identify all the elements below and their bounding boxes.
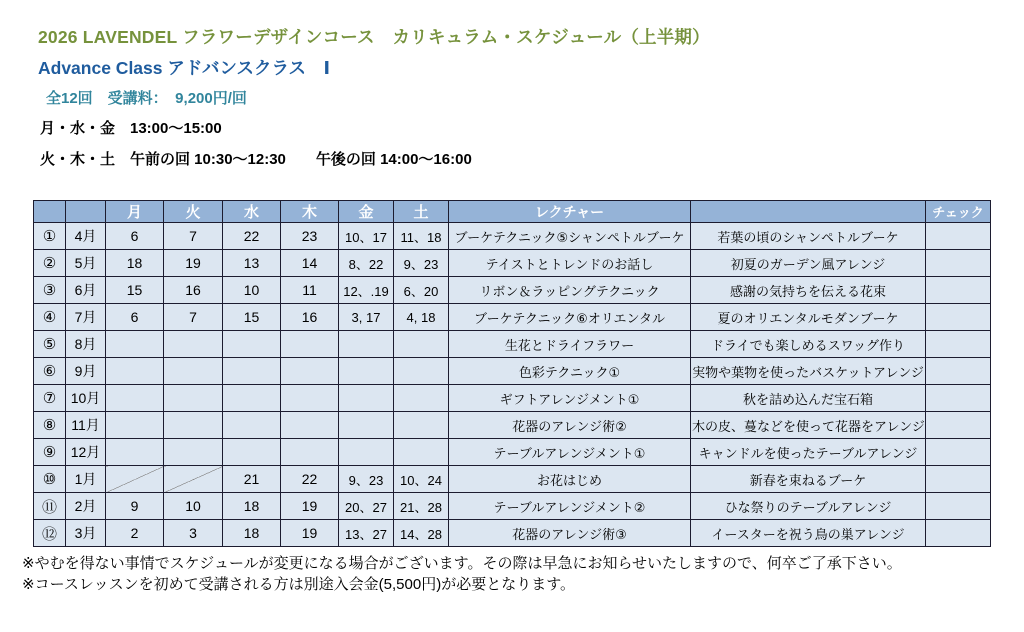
cell-tue	[164, 412, 223, 439]
table-row	[34, 250, 991, 277]
cell-sat: 11、18	[394, 223, 449, 250]
cell-lecture: 花器のアレンジ術③	[449, 520, 691, 547]
table-body	[34, 223, 991, 547]
table-row	[34, 277, 991, 304]
class-name: Advance Class アドバンスクラス Ⅰ	[38, 58, 330, 78]
cell-tue: 10	[164, 493, 223, 520]
cell-tue	[164, 358, 223, 385]
cell-row-number: ⑨	[34, 439, 66, 466]
cell-wed: 18	[223, 520, 281, 547]
cell-sat: 9、23	[394, 250, 449, 277]
cell-fri: 12、.19	[339, 277, 394, 304]
cell-thu: 19	[281, 520, 339, 547]
table-row	[34, 304, 991, 331]
cell-sat	[394, 358, 449, 385]
cell-wed: 15	[223, 304, 281, 331]
cell-fri: 10、17	[339, 223, 394, 250]
table-row	[34, 358, 991, 385]
cell-mon	[106, 439, 164, 466]
cell-lecture: テイストとトレンドのお話し	[449, 250, 691, 277]
cell-row-number: ⑫	[34, 520, 66, 547]
cell-fri: 8、22	[339, 250, 394, 277]
cell-wed: 21	[223, 466, 281, 493]
cell-sat	[394, 385, 449, 412]
cell-thu: 19	[281, 493, 339, 520]
cell-tue: 19	[164, 250, 223, 277]
cell-row-number: ②	[34, 250, 66, 277]
schedule-time-tts: 火・木・土 午前の回 10:30～12:30 午後の回 14:00～16:00	[40, 151, 472, 168]
cell-tue	[164, 385, 223, 412]
cell-check	[926, 439, 991, 466]
cell-theme: 若葉の頃のシャンペトルブーケ	[691, 223, 926, 250]
cell-fri: 13、27	[339, 520, 394, 547]
cell-thu	[281, 412, 339, 439]
cell-theme: 木の皮、蔓などを使って花器をアレンジ	[691, 412, 926, 439]
page-title: 2026 LAVENDEL フラワーデザインコース カリキュラム・スケジュール（上半期）	[38, 27, 710, 47]
cell-month: 10月	[66, 385, 106, 412]
cell-wed	[223, 385, 281, 412]
cell-theme: 初夏のガーデン風アレンジ	[691, 250, 926, 277]
cell-month: 5月	[66, 250, 106, 277]
cell-row-number: ⑪	[34, 493, 66, 520]
cell-thu	[281, 331, 339, 358]
cell-lecture: ブーケテクニック⑥オリエンタル	[449, 304, 691, 331]
cell-fri: 9、23	[339, 466, 394, 493]
cell-sat	[394, 331, 449, 358]
cell-row-number: ⑤	[34, 331, 66, 358]
header-lecture: レクチャー	[449, 201, 691, 223]
cell-sat: 21、28	[394, 493, 449, 520]
cell-theme: ひな祭りのテーブルアレンジ	[691, 493, 926, 520]
header-tue: 火	[164, 201, 223, 223]
cell-check	[926, 493, 991, 520]
cell-month: 6月	[66, 277, 106, 304]
cell-lecture: 生花とドライフラワー	[449, 331, 691, 358]
cell-row-number: ⑦	[34, 385, 66, 412]
header-month	[66, 201, 106, 223]
cell-theme: 夏のオリエンタルモダンブーケ	[691, 304, 926, 331]
cell-row-number: ④	[34, 304, 66, 331]
cell-fri	[339, 385, 394, 412]
table-row	[34, 331, 991, 358]
cell-tue	[164, 331, 223, 358]
cell-check	[926, 412, 991, 439]
cell-lecture: 色彩テクニック①	[449, 358, 691, 385]
cell-theme: イースターを祝う鳥の巣アレンジ	[691, 520, 926, 547]
cell-tue: 7	[164, 304, 223, 331]
cell-theme: 秋を詰め込んだ宝石箱	[691, 385, 926, 412]
cell-mon	[106, 385, 164, 412]
cell-sat: 4, 18	[394, 304, 449, 331]
cell-month: 9月	[66, 358, 106, 385]
cell-thu: 11	[281, 277, 339, 304]
header-theme	[691, 201, 926, 223]
cell-wed	[223, 439, 281, 466]
cell-theme: キャンドルを使ったテーブルアレンジ	[691, 439, 926, 466]
table-row	[34, 412, 991, 439]
cell-month: 8月	[66, 331, 106, 358]
cell-fri: 3, 17	[339, 304, 394, 331]
cell-thu: 16	[281, 304, 339, 331]
cell-lecture: テーブルアレンジメント②	[449, 493, 691, 520]
cell-tue: 16	[164, 277, 223, 304]
cell-theme: 実物や葉物を使ったバスケットアレンジ	[691, 358, 926, 385]
table-row	[34, 223, 991, 250]
cell-check	[926, 331, 991, 358]
cell-check	[926, 277, 991, 304]
cell-mon: 6	[106, 223, 164, 250]
cell-check	[926, 304, 991, 331]
cell-mon	[106, 331, 164, 358]
schedule-time-mwf: 月・水・金 13:00～15:00	[40, 120, 222, 137]
footer-notes	[22, 553, 1024, 595]
cell-mon: 15	[106, 277, 164, 304]
cell-thu	[281, 439, 339, 466]
cell-wed	[223, 412, 281, 439]
cell-fri: 20、27	[339, 493, 394, 520]
header-row-number	[34, 201, 66, 223]
cell-row-number: ①	[34, 223, 66, 250]
cell-mon	[106, 358, 164, 385]
cell-sat: 10、24	[394, 466, 449, 493]
cell-lecture: ギフトアレンジメント①	[449, 385, 691, 412]
cell-mon	[106, 412, 164, 439]
cell-check	[926, 250, 991, 277]
cell-fri	[339, 412, 394, 439]
cell-theme: 感謝の気持ちを伝える花束	[691, 277, 926, 304]
cell-row-number: ③	[34, 277, 66, 304]
cell-wed: 22	[223, 223, 281, 250]
cell-fri	[339, 358, 394, 385]
cell-lecture: ブーケテクニック⑤シャンペトルブーケ	[449, 223, 691, 250]
cell-fri	[339, 331, 394, 358]
cell-check	[926, 385, 991, 412]
cell-lecture: 花器のアレンジ術②	[449, 412, 691, 439]
cell-sat	[394, 439, 449, 466]
course-fee-info: 全12回 受講料： 9,200円/回	[46, 90, 247, 107]
cell-month: 1月	[66, 466, 106, 493]
cell-month: 12月	[66, 439, 106, 466]
cell-check	[926, 466, 991, 493]
cell-month: 4月	[66, 223, 106, 250]
cell-month: 2月	[66, 493, 106, 520]
header-wed: 水	[223, 201, 281, 223]
cell-thu	[281, 385, 339, 412]
cell-tue	[164, 439, 223, 466]
cell-month: 3月	[66, 520, 106, 547]
cell-thu	[281, 358, 339, 385]
table-row	[34, 439, 991, 466]
cell-lecture: テーブルアレンジメント①	[449, 439, 691, 466]
cell-theme: 新春を束ねるブーケ	[691, 466, 926, 493]
header-thu: 木	[281, 201, 339, 223]
cell-mon: 9	[106, 493, 164, 520]
cell-row-number: ⑥	[34, 358, 66, 385]
cell-mon	[106, 466, 164, 493]
table-header-row	[34, 201, 991, 223]
cell-check	[926, 223, 991, 250]
cell-mon: 6	[106, 304, 164, 331]
cell-thu: 14	[281, 250, 339, 277]
cell-sat	[394, 412, 449, 439]
cell-theme: ドライでも楽しめるスワッグ作り	[691, 331, 926, 358]
note-schedule-change: ※やむを得ない事情でスケジュールが変更になる場合がございます。その際は早急にお知らせいたしますので、何卒ご了承下さい。	[22, 555, 902, 572]
cell-wed	[223, 358, 281, 385]
cell-mon: 2	[106, 520, 164, 547]
note-admission-fee: ※コースレッスンを初めて受講される方は別途入会金(5,500円)が必要となります。	[22, 576, 575, 593]
cell-tue	[164, 466, 223, 493]
table-row	[34, 493, 991, 520]
cell-row-number: ⑧	[34, 412, 66, 439]
cell-month: 7月	[66, 304, 106, 331]
cell-thu: 22	[281, 466, 339, 493]
cell-tue: 3	[164, 520, 223, 547]
cell-mon: 18	[106, 250, 164, 277]
cell-thu: 23	[281, 223, 339, 250]
cell-tue: 7	[164, 223, 223, 250]
cell-check	[926, 358, 991, 385]
cell-wed: 13	[223, 250, 281, 277]
header-sat: 土	[394, 201, 449, 223]
cell-fri	[339, 439, 394, 466]
cell-sat: 6、20	[394, 277, 449, 304]
cell-wed	[223, 331, 281, 358]
cell-row-number: ⑩	[34, 466, 66, 493]
cell-wed: 18	[223, 493, 281, 520]
cell-month: 11月	[66, 412, 106, 439]
table-row	[34, 520, 991, 547]
cell-sat: 14、28	[394, 520, 449, 547]
schedule-table	[33, 200, 991, 547]
cell-lecture: お花はじめ	[449, 466, 691, 493]
table-row	[34, 466, 991, 493]
header-fri: 金	[339, 201, 394, 223]
cell-lecture: リボン＆ラッピングテクニック	[449, 277, 691, 304]
header-check: チェック	[926, 201, 991, 223]
cell-check	[926, 520, 991, 547]
header-mon: 月	[106, 201, 164, 223]
table-row	[34, 385, 991, 412]
cell-wed: 10	[223, 277, 281, 304]
